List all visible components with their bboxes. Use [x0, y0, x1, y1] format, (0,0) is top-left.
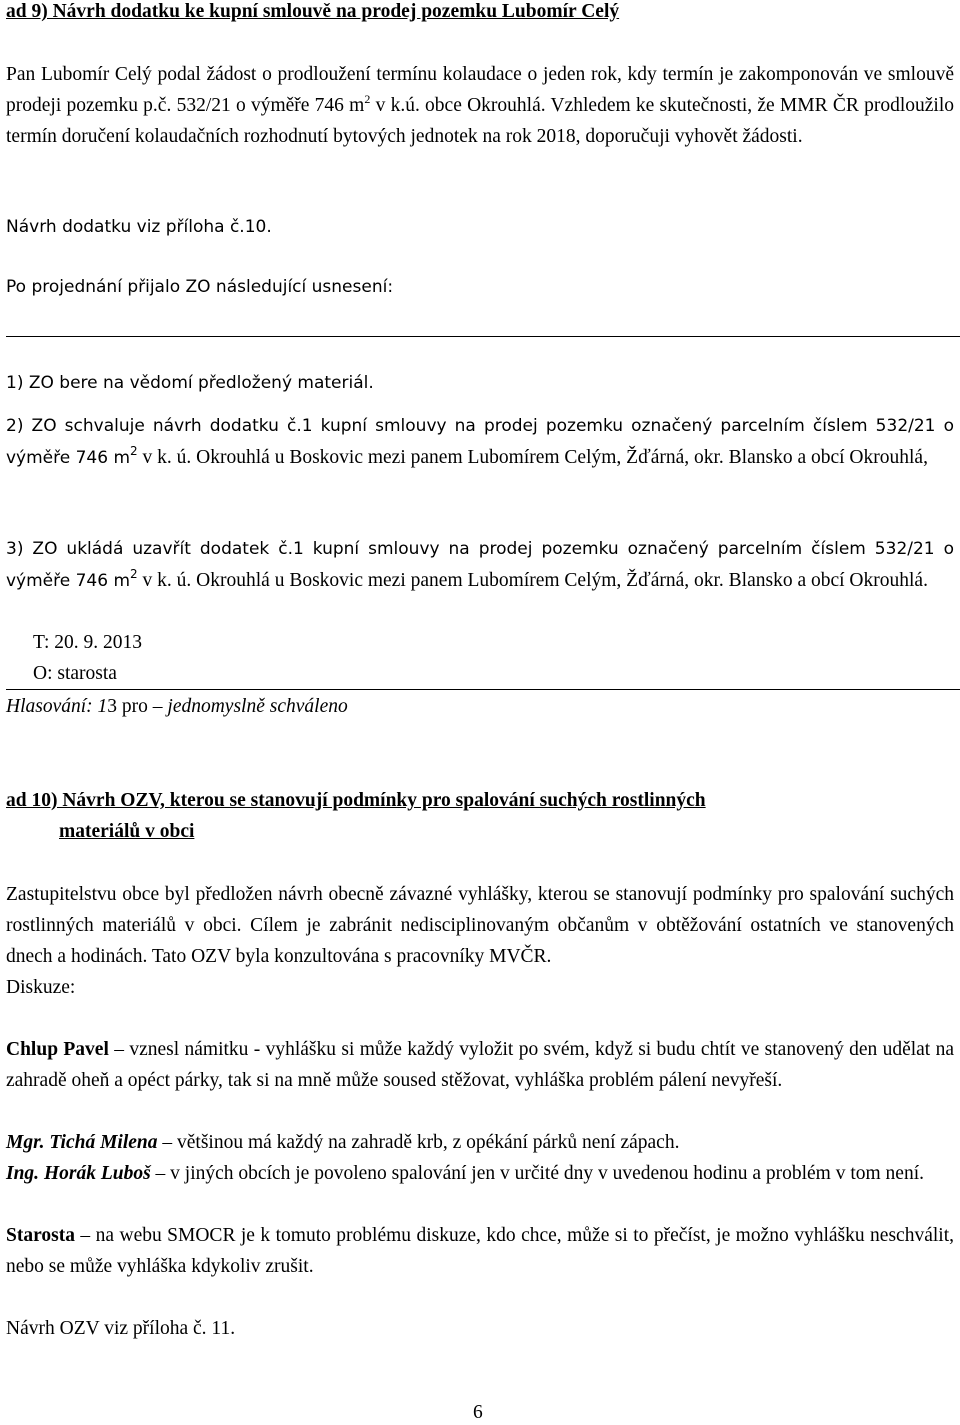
- speaker-title: Ing.: [6, 1163, 40, 1184]
- speaker-name: Tichá Milena: [44, 1132, 158, 1153]
- discussion-item-3: [6, 1158, 954, 1189]
- speaker-text: – vznesl námitku - vyhlášku si může každý vyložit po svém, když si budu chtít ve stanovený den udělat na zahradě oheň a opéct párky, tak si na mně může soused stěžovat, vyhláška problém pálení nevyřeší.: [6, 1039, 954, 1091]
- resolution-item-2: [6, 411, 954, 474]
- superscript-2: 2: [130, 567, 138, 581]
- speaker-title: Mgr.: [6, 1132, 45, 1153]
- discussion-item-1: [6, 1034, 954, 1096]
- speaker-name: Chlup Pavel: [6, 1039, 109, 1060]
- vote-result: jednomyslně schváleno: [167, 696, 348, 717]
- section10-heading-line2: materiálů v obci: [59, 821, 195, 842]
- discussion-label: Diskuze:: [6, 977, 76, 998]
- resolution-intro: Po projednání přijalo ZO následující usnesení:: [6, 277, 394, 297]
- discussion-item-4: [6, 1220, 954, 1282]
- speaker-text: – na webu SMOCR je k tomuto problému diskuze, kdo chce, může si to přečíst, je možno vyhlášku neschválit, nebo se může vyhláška kdykoliv zrušit.: [6, 1225, 954, 1277]
- superscript-2: 2: [130, 444, 138, 458]
- speaker-text: – v jiných obcích je povoleno spalování jen v určité dny v uvedenou hodinu a problém v tom není.: [150, 1163, 925, 1184]
- resolution-item-3: [6, 534, 954, 597]
- vote-count: 3 pro: [107, 696, 148, 717]
- section10-paragraph: Zastupitelstvu obce byl předložen návrh obecně závazné vyhlášky, kterou se stanovují podmínky pro spalování suchých rostlinných materiálů v obci. Cílem je zabránit nedisciplinovaným občanům v obtěžování ostatních ve stanovených dnech a hodinách. Tato OZV byla konzultována s pracovníky MVČR.: [6, 884, 954, 967]
- deadline: T: 20. 9. 2013: [33, 632, 142, 653]
- resolution-item-1: 1) ZO bere na vědomí předložený materiál.: [6, 373, 374, 393]
- vote-dash: –: [147, 696, 168, 717]
- section9-p1-start: Pan Lubomír Celý podal žádost o prodloužení termínu kolaudace o jeden rok, kdy termín je zakomponován ve smlouvě prodeji pozemku p.č. 532/21 o výměře 746 m: [6, 64, 954, 116]
- section9-heading: ad 9) Návrh dodatku ke kupní smlouvě na prodej pozemku Lubomír Celý: [6, 1, 620, 22]
- section10-attachment-note: Návrh OZV viz příloha č. 11.: [6, 1318, 236, 1339]
- section10-heading-line1: ad 10) Návrh OZV, kterou se stanovují podmínky pro spalování suchých rostlinných: [6, 790, 706, 811]
- section9-attachment-note: Návrh dodatku viz příloha č.10.: [6, 217, 272, 237]
- divider-bottom: [6, 689, 960, 690]
- superscript-2: 2: [364, 92, 371, 106]
- vote-line: [6, 691, 954, 722]
- resolution-item-3-text: 3) ZO ukládá uzavřít dodatek č.1 kupní smlouvy na prodej pozemku označený parcelním číslem 532/21 o výměře 746 m: [6, 539, 954, 591]
- speaker-name: Horák Luboš: [39, 1163, 151, 1184]
- divider-top: [6, 336, 960, 337]
- responsible-person: O: starosta: [33, 663, 117, 684]
- vote-label: Hlasování: 1: [6, 696, 108, 717]
- resolution-item-3-location: v k. ú. Okrouhlá u Boskovic mezi panem Lubomírem Celým, Žďárná, okr. Blansko a obcí Okrouhlá.: [137, 570, 928, 591]
- discussion-item-2: [6, 1127, 954, 1158]
- page-number: 6: [473, 1402, 483, 1423]
- section9-paragraph: [6, 59, 954, 152]
- speaker-name: Starosta: [6, 1225, 75, 1246]
- resolution-item-2-location: v k. ú. Okrouhlá u Boskovic mezi panem Lubomírem Celým, Žďárná, okr. Blansko a obcí Okrouhlá,: [137, 447, 928, 468]
- speaker-text: – většinou má každý na zahradě krb, z opékání párků není zápach.: [157, 1132, 680, 1153]
- section9-p1-end: v k.ú. obce Okrouhlá. Vzhledem ke skutečnosti, že MMR ČR prodloužilo termín doručení kolaudačních rozhodnutí bytových jednotek na rok 2018, doporučuji vyhovět žádosti.: [6, 95, 954, 147]
- resolution-item-2-text: 2) ZO schvaluje návrh dodatku č.1 kupní smlouvy na prodej pozemku označený parcelním číslem 532/21 o výměře 746 m: [6, 416, 954, 468]
